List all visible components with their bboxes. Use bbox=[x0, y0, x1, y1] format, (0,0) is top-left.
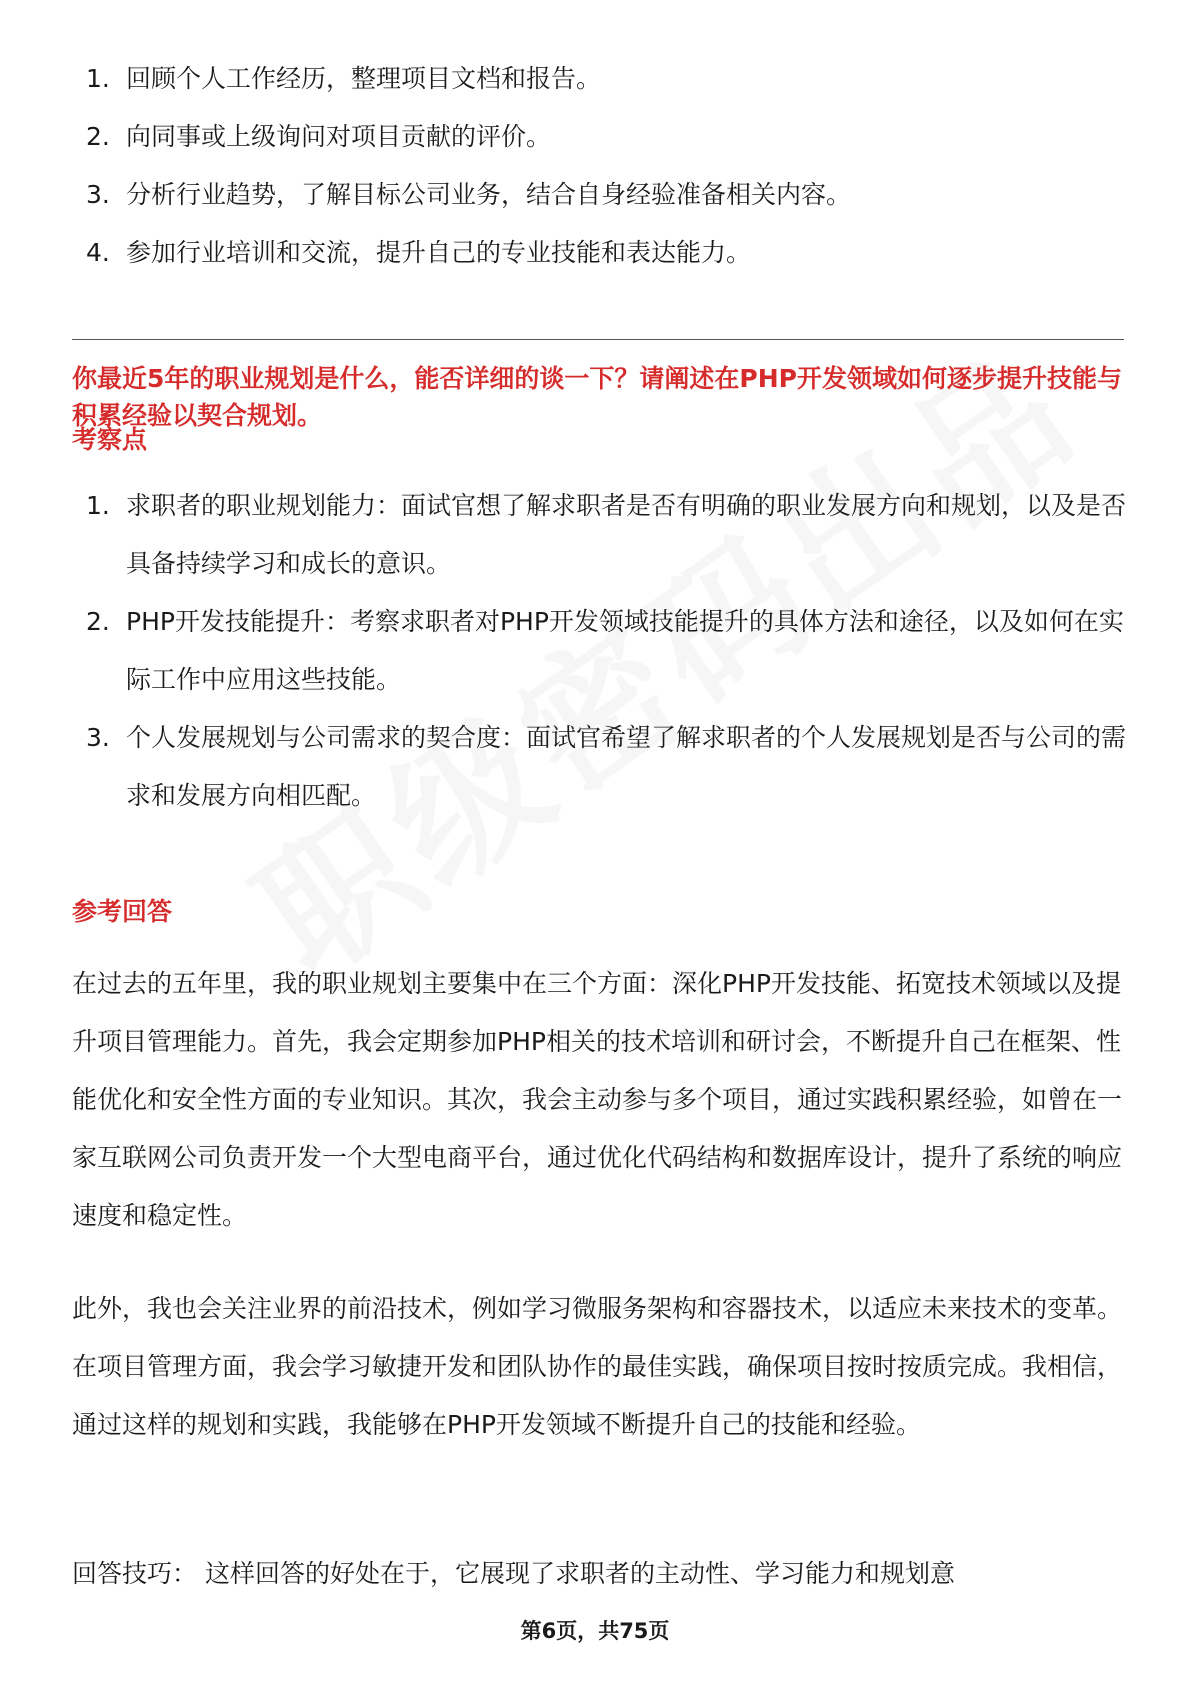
list-item bbox=[86, 224, 1126, 282]
list-text: PHP开发技能提升：考察求职者对PHP开发领域技能提升的具体方法和途径，以及如何在实际工作中应用这些技能。 bbox=[126, 607, 1124, 694]
list-item bbox=[86, 593, 1126, 709]
list-number: 2. bbox=[86, 607, 110, 636]
list-text: 向同事或上级询问对项目贡献的评价。 bbox=[126, 122, 552, 151]
list-number: 2. bbox=[86, 122, 110, 151]
answer-paragraph: 此外，我也会关注业界的前沿技术，例如学习微服务架构和容器技术，以适应未来技术的变革。在项目管理方面，我会学习敏捷开发和团队协作的最佳实践，确保项目按时按质完成。我相信，通过这样的规划和实践，我能够在PHP开发领域不断提升自己的技能和经验。 bbox=[72, 1294, 1123, 1439]
list-text: 个人发展规划与公司需求的契合度：面试官希望了解求职者的个人发展规划是否与公司的需求和发展方向相匹配。 bbox=[126, 723, 1127, 810]
list-number: 1. bbox=[86, 64, 110, 93]
list-number: 3. bbox=[86, 723, 110, 752]
page-footer: 第6页，共75页 bbox=[520, 1619, 670, 1643]
preparation-list bbox=[86, 50, 1126, 282]
list-item bbox=[86, 166, 1126, 224]
list-item bbox=[86, 50, 1126, 108]
list-text: 参加行业培训和交流，提升自己的专业技能和表达能力。 bbox=[126, 238, 752, 267]
list-number: 4. bbox=[86, 238, 110, 267]
list-number: 1. bbox=[86, 491, 110, 520]
list-item bbox=[86, 709, 1126, 825]
examine-list bbox=[86, 477, 1126, 825]
list-item bbox=[86, 108, 1126, 166]
examine-heading: 考察点 bbox=[72, 425, 148, 454]
list-text: 求职者的职业规划能力：面试官想了解求职者是否有明确的职业发展方向和规划，以及是否具备持续学习和成长的意识。 bbox=[126, 491, 1127, 578]
answer-tip: 回答技巧： 这样回答的好处在于，它展现了求职者的主动性、学习能力和规划意 bbox=[72, 1559, 955, 1588]
list-number: 3. bbox=[86, 180, 110, 209]
list-text: 分析行业趋势，了解目标公司业务，结合自身经验准备相关内容。 bbox=[126, 180, 852, 209]
answer-paragraph: 在过去的五年里，我的职业规划主要集中在三个方面：深化PHP开发技能、拓宽技术领域以及提升项目管理能力。首先，我会定期参加PHP相关的技术培训和研讨会，不断提升自己在框架、性能优化和安全性方面的专业知识。其次，我会主动参与多个项目，通过实践积累经验，如曾在一家互联网公司负责开发一个大型电商平台，通过优化代码结构和数据库设计，提升了系统的响应速度和稳定性。 bbox=[72, 969, 1123, 1230]
list-item bbox=[86, 477, 1126, 593]
list-text: 回顾个人工作经历，整理项目文档和报告。 bbox=[126, 64, 602, 93]
section-divider bbox=[72, 339, 1124, 340]
interview-question: 你最近5年的职业规划是什么，能否详细的谈一下？请阐述在PHP开发领域如何逐步提升技能与积累经验以契合规划。 bbox=[72, 364, 1122, 430]
answer-heading: 参考回答 bbox=[72, 897, 173, 926]
